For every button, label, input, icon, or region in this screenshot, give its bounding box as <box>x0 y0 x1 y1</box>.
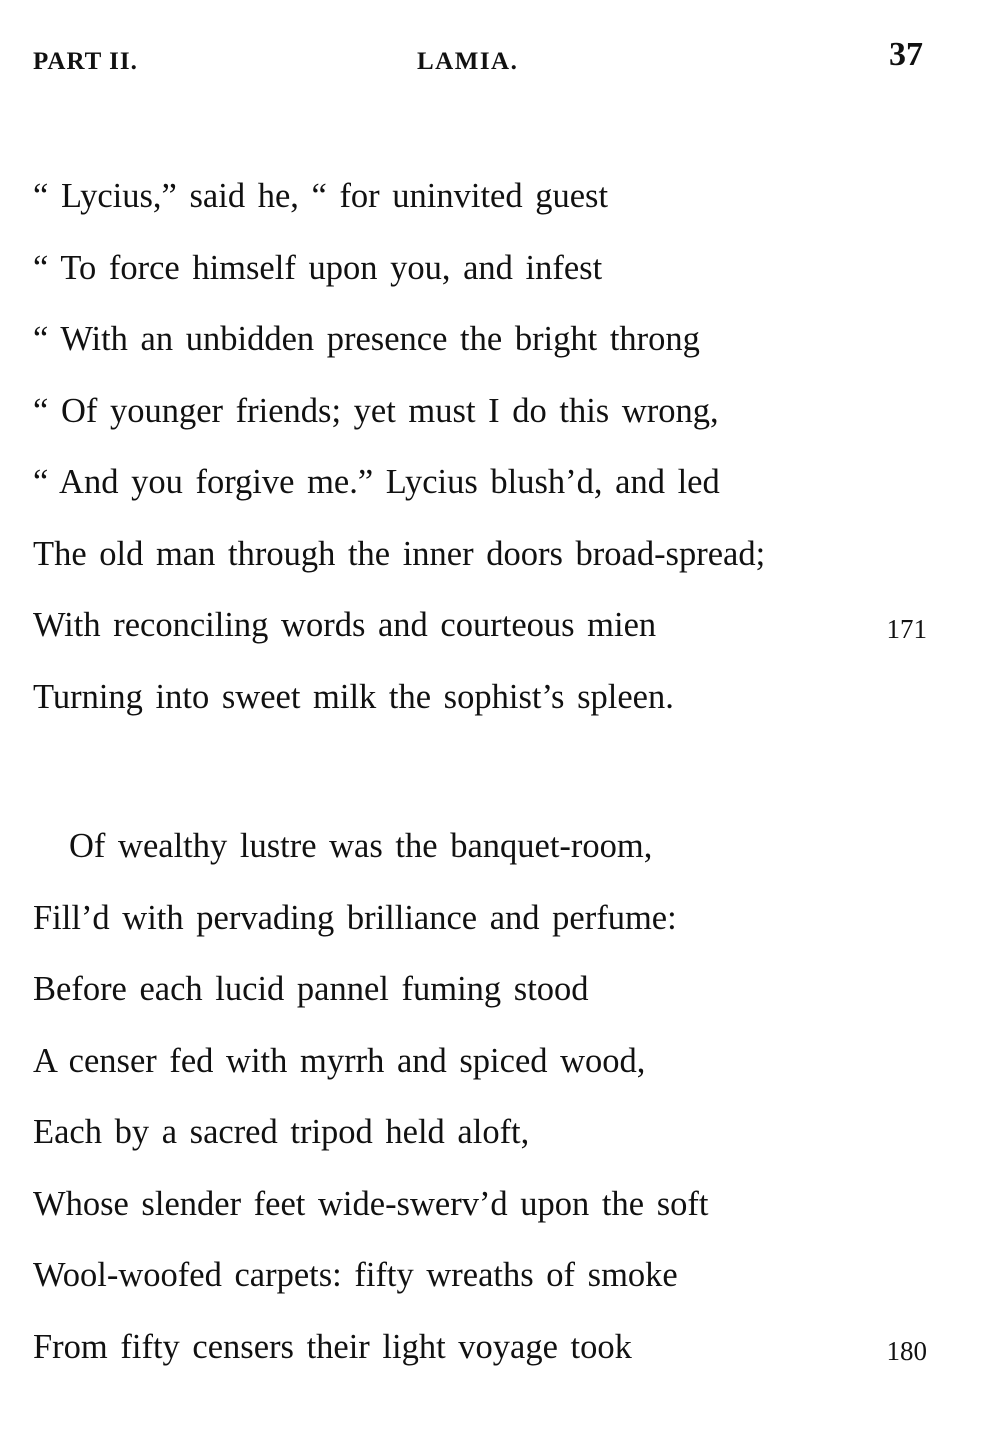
verse-text: “ To force himself upon you, and infest <box>33 248 603 287</box>
verse-text: Wool-woofed carpets: fifty wreaths of smoke <box>33 1256 678 1294</box>
line-number: 180 <box>886 1335 927 1366</box>
verse-line <box>33 1112 927 1184</box>
line-number: 171 <box>886 614 927 644</box>
verse-text: Each by a sacred tripod held aloft, <box>33 1113 530 1151</box>
verse-text: Of wealthy lustre was the banquet-room, <box>69 827 653 865</box>
verse-line <box>33 1327 927 1399</box>
verse-line <box>33 605 927 677</box>
part-label: PART II. <box>33 48 138 75</box>
verse-line <box>33 1255 927 1327</box>
verse-line <box>33 898 927 970</box>
verse-text: Fill’d with pervading brilliance and perfume: <box>33 898 677 937</box>
stanza-1 <box>33 176 927 748</box>
verse-line <box>33 319 927 391</box>
verse-text: Whose slender feet wide-swerv’d upon the soft <box>33 1184 709 1223</box>
verse-line <box>33 176 927 248</box>
verse-line <box>33 248 927 320</box>
verse-text: The old man through the inner doors broad-spread; <box>33 534 766 573</box>
verse-line <box>33 826 927 898</box>
verse-text: With reconciling words and courteous mien <box>33 606 657 644</box>
verse-text: Before each lucid pannel fuming stood <box>33 970 589 1008</box>
verse-line <box>33 391 927 463</box>
verse-line <box>33 1041 927 1113</box>
verse-text: “ And you forgive me.” Lycius blush’d, and led <box>33 463 720 501</box>
verse-text: A censer fed with myrrh and spiced wood, <box>33 1041 646 1080</box>
verse-text: “ With an unbidden presence the bright throng <box>33 320 700 358</box>
running-header <box>33 36 923 84</box>
verse-text: “ Lycius,” said he, “ for uninvited guest <box>33 177 609 215</box>
verse-line <box>33 1184 927 1256</box>
verse-line <box>33 462 927 534</box>
verse-text: Turning into sweet milk the sophist’s spleen. <box>33 677 674 716</box>
verse-text: “ Of younger friends; yet must I do this wrong, <box>33 391 719 430</box>
verse-line <box>33 969 927 1041</box>
poem-title: LAMIA. <box>417 48 519 75</box>
verse-text: From fifty censers their light voyage took <box>33 1327 632 1366</box>
stanza-2 <box>33 826 927 1398</box>
verse-line <box>33 677 927 749</box>
verse-line <box>33 534 927 606</box>
page-number: 37 <box>889 36 923 73</box>
